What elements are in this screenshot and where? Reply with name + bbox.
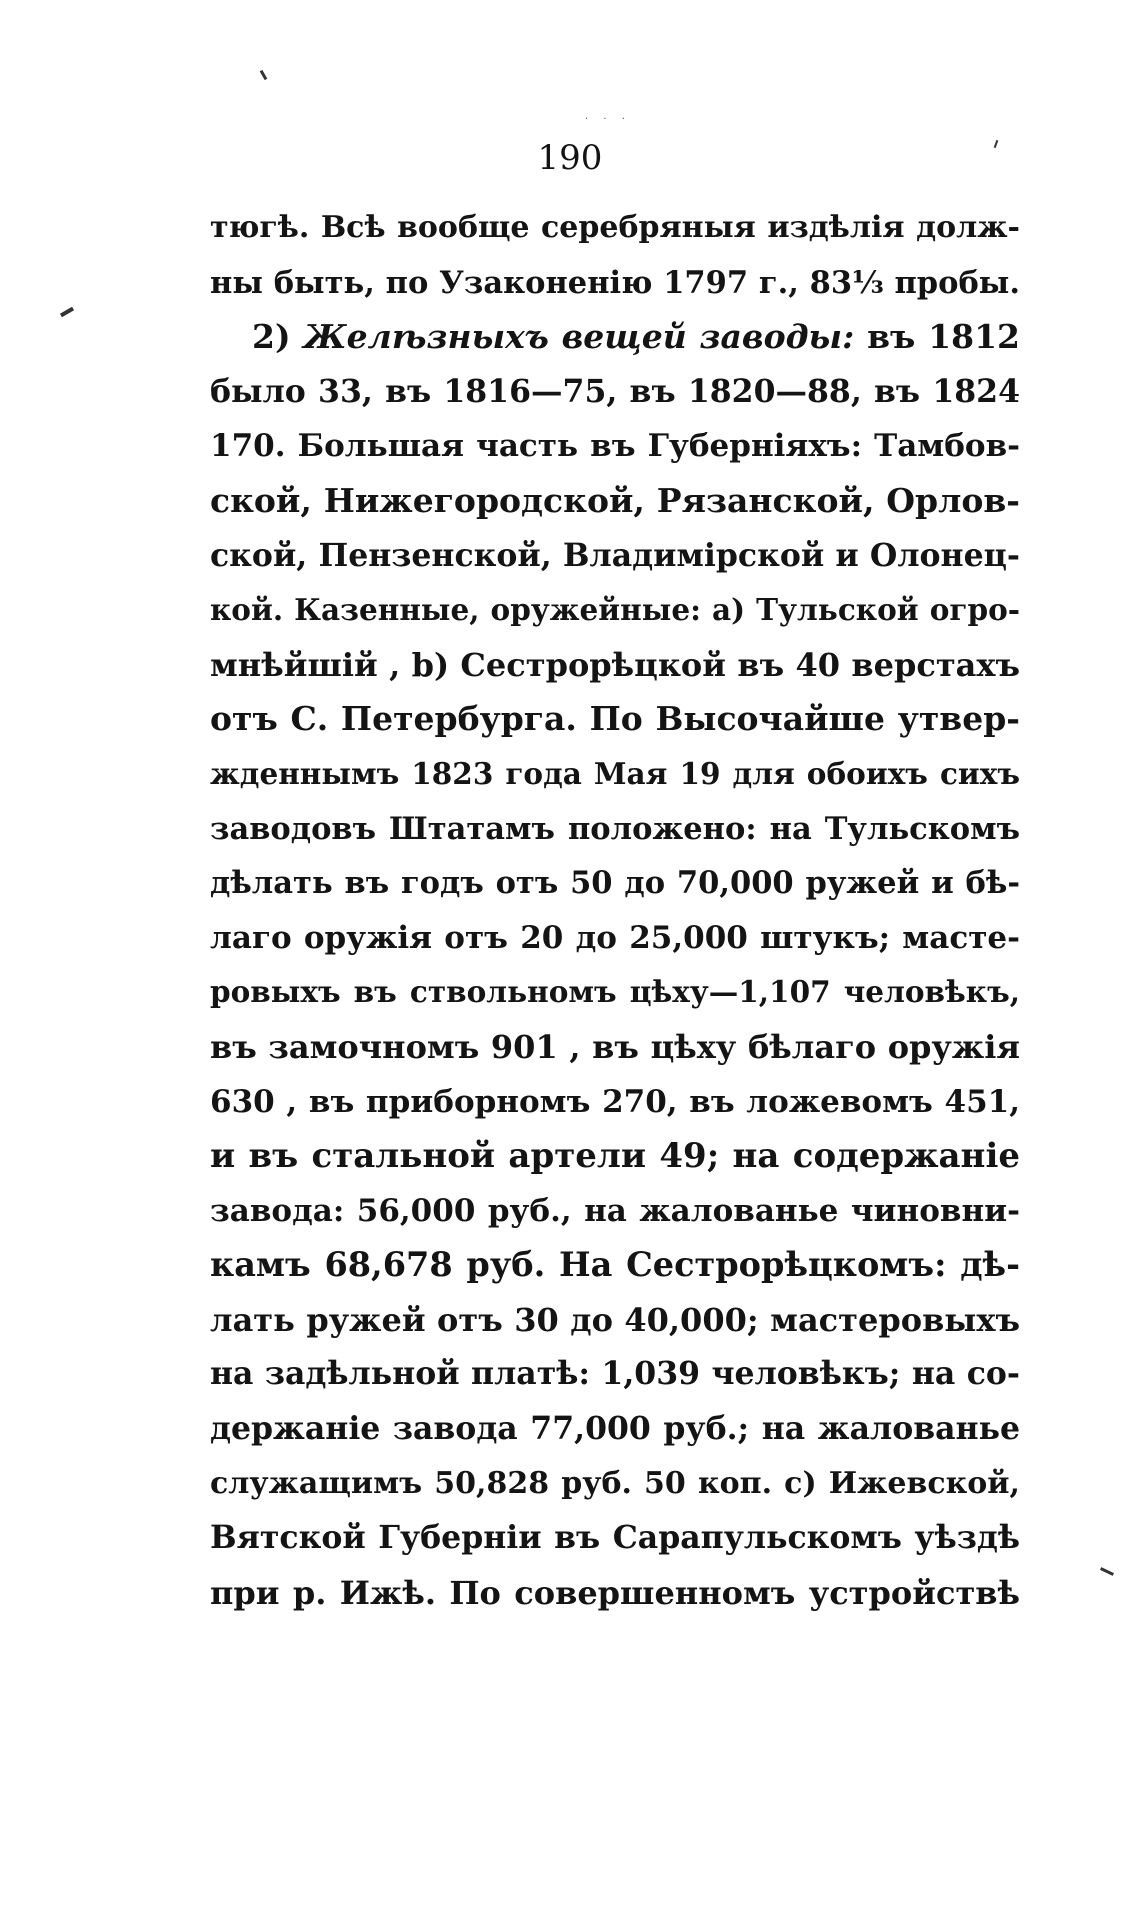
text-line: ской, Пензенской, Владимірской и Олонец- [210,536,1020,574]
text-line: жденнымъ 1823 года Мая 19 для обоихъ сихъ [210,755,1020,791]
text-line: мнѣйшій , b) Сестрорѣцкой въ 40 верстахъ [210,645,1020,684]
text-line: служащимъ 50,828 руб. 50 коп. c) Ижевской, [210,1465,1020,1501]
text-line: тюгѣ. Всѣ вообще серебряныя издѣлія долж- [210,210,1020,245]
text-line: держаніе завода 77,000 руб.; на жалованье [210,1410,1020,1448]
text-line: кой. Казенные, оружейные: a) Тульской огро- [210,592,1020,628]
text-line: заводовъ Штатамъ положено: на Тульскомъ [210,810,1020,847]
text-segment: въ 1812 [854,317,1020,357]
print-dots: · · · [585,114,631,125]
print-speck [260,70,268,80]
body-text [210,201,1020,1620]
text-line: ской, Нижегородской, Рязанской, Орлов- [210,480,1020,520]
text-line: 630 , въ приборномъ 270, въ ложевомъ 451, [210,1083,1020,1120]
text-line: ровыхъ въ ствольномъ цѣху—1,107 человѣкъ, [210,974,1020,1010]
text-line: лать ружей отъ 30 до 40,000; мастеровыхъ [210,1300,1020,1339]
text-line: на задѣльной платѣ: 1,039 человѣкъ; на со- [210,1355,1020,1393]
print-speck [1100,1567,1114,1576]
text-line: завода: 56,000 руб., на жалованье чиновни- [210,1192,1020,1229]
text-segment: 2) [252,317,304,357]
text-line: и въ стальной артели 49; на содержаніе [210,1136,1020,1177]
text-line: 170. Большая часть въ Губерніяхъ: Тамбов- [210,428,1020,465]
print-speck [60,307,74,317]
text-line: камъ 68,678 руб. На Сестрорѣцкомъ: дѣ- [210,1245,1020,1285]
page-number: 190 [537,138,603,178]
text-line: лаго оружія отъ 20 до 25,000 штукъ; масте- [210,919,1020,956]
text-line: ны быть, по Узаконенію 1797 г., 83⅓ пробы. [210,264,1020,301]
text-line: отъ С. Петербурга. По Высочайше утвер- [210,699,1020,739]
text-line: было 33, въ 1816—75, въ 1820—88, въ 1824 [210,372,1020,410]
italic-heading: Желѣзныхъ вещей заводы: [303,317,855,357]
text-line: при р. Ижѣ. По совершенномъ устройствѣ [210,1573,1020,1612]
text-line: дѣлать въ годъ отъ 50 до 70,000 ружей и бѣ- [210,865,1020,902]
text-line [210,310,1020,365]
text-line: Вятской Губерніи въ Сарапульскомъ уѣздѣ [210,1519,1020,1557]
text-line: въ замочномъ 901 , въ цѣху бѣлаго оружія [210,1027,1020,1066]
